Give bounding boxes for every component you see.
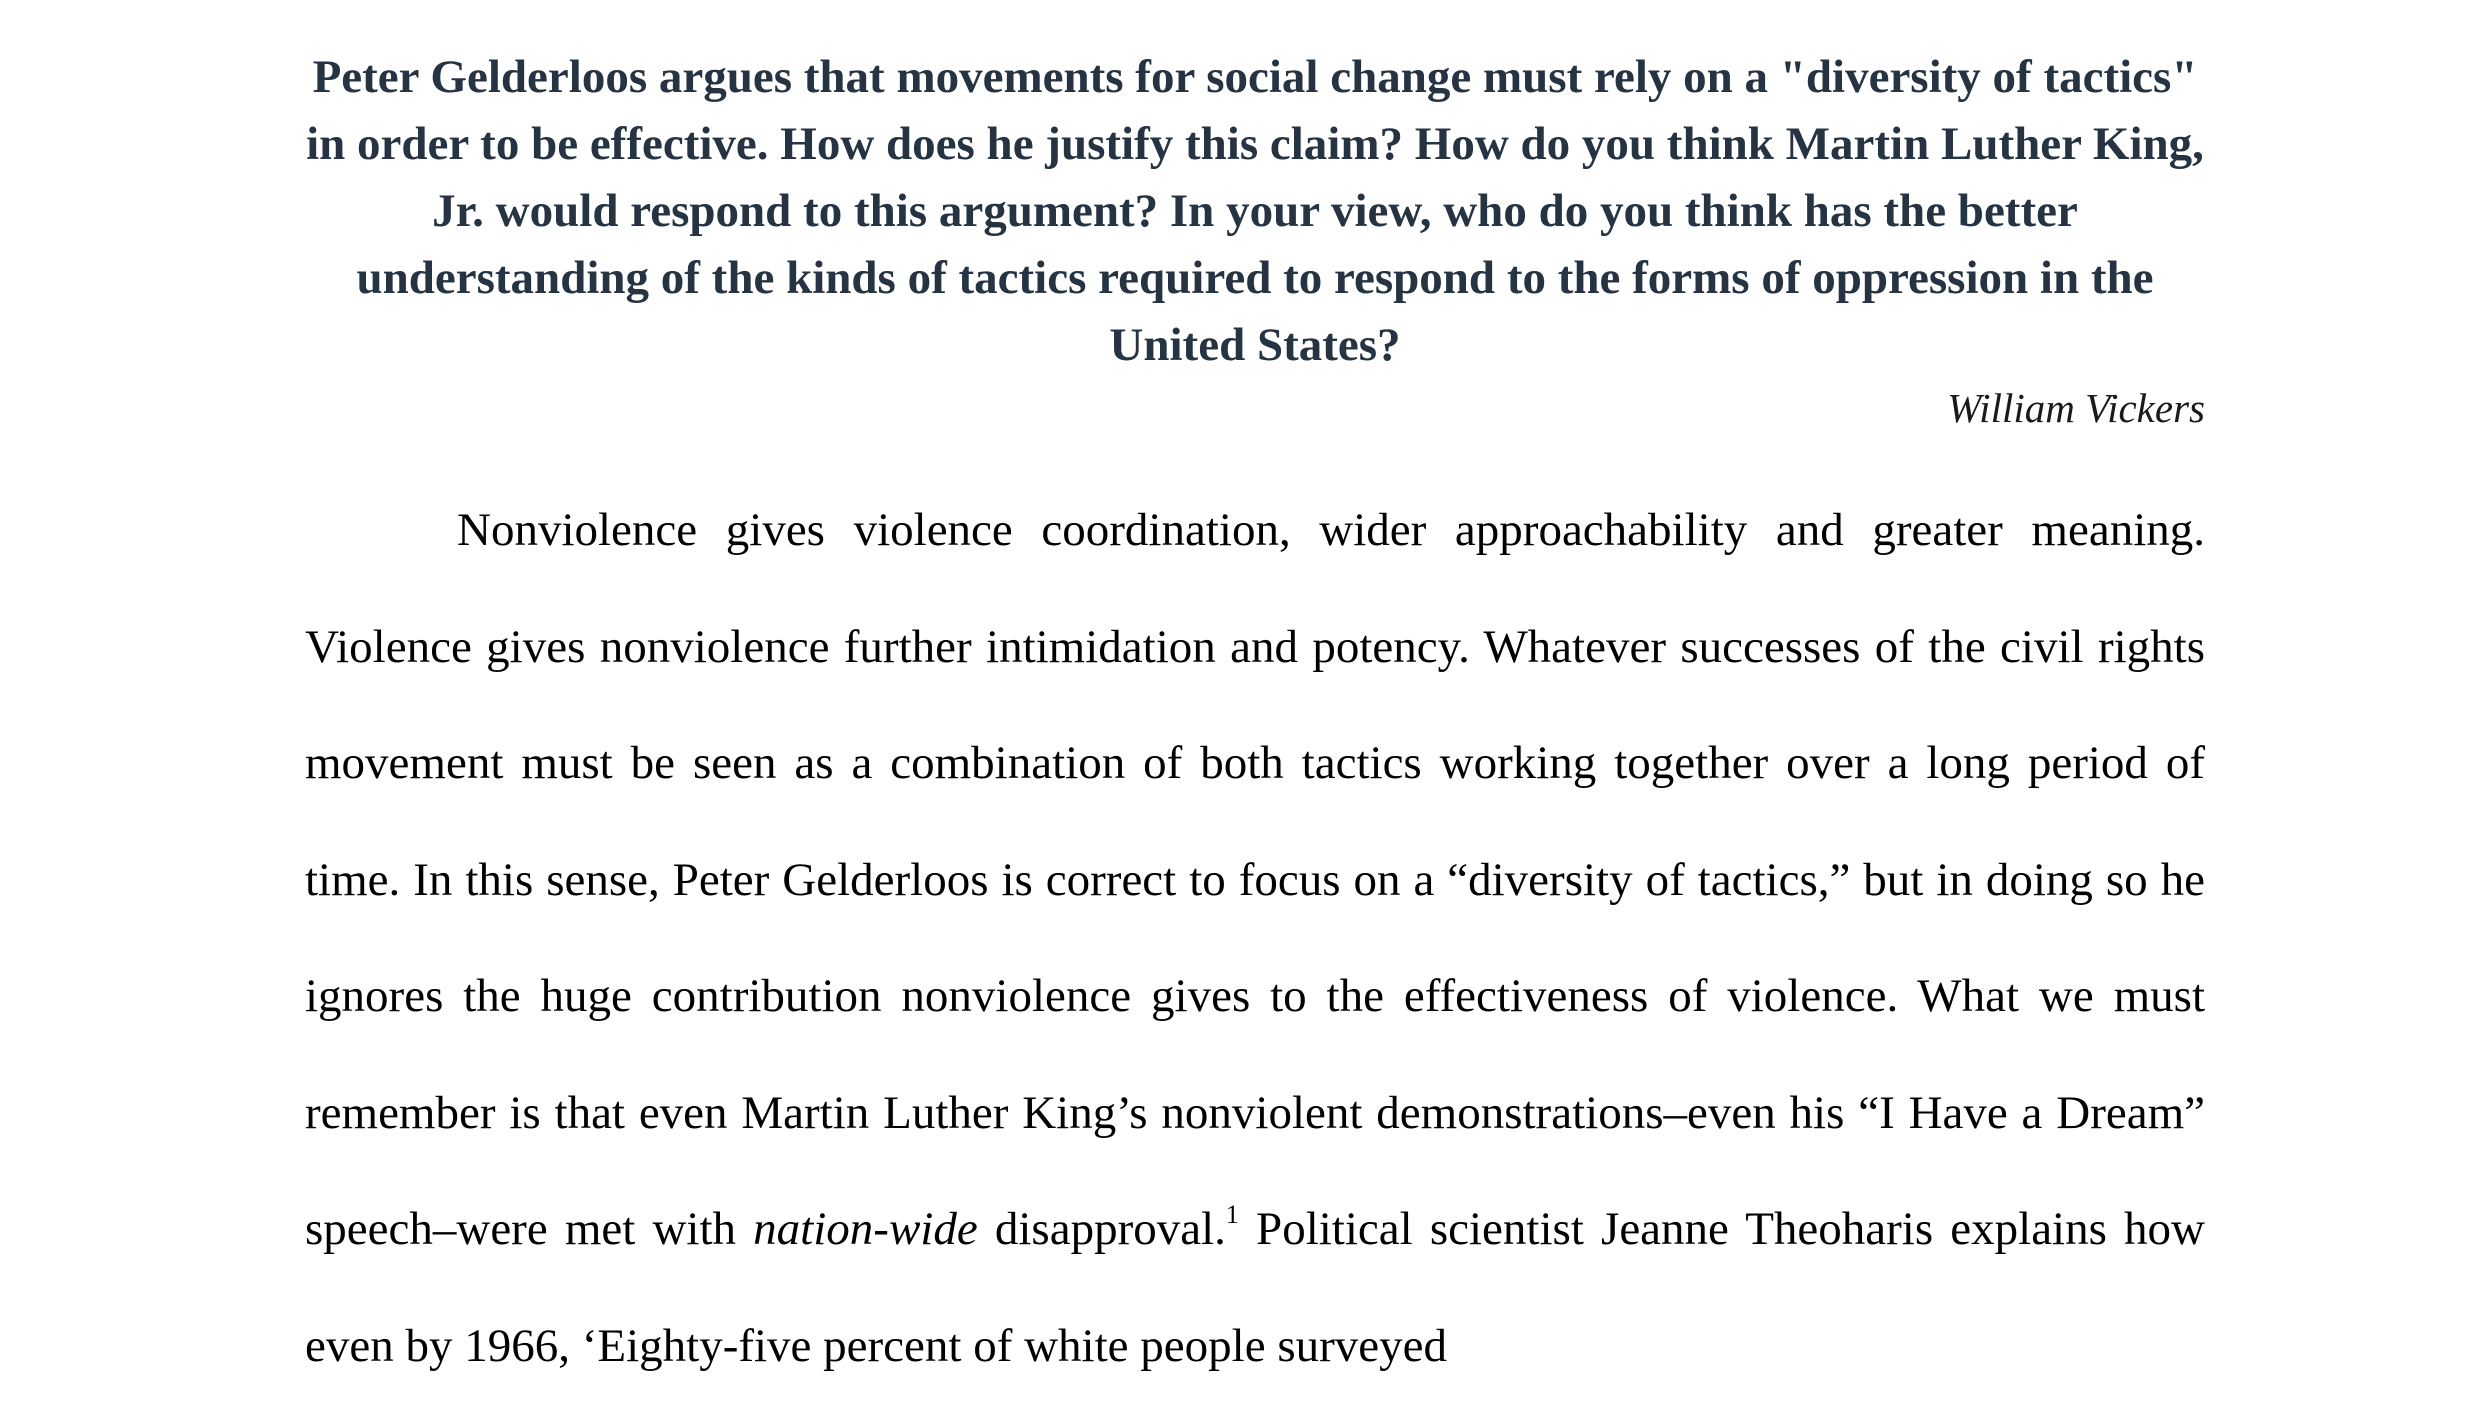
- footnote-reference[interactable]: 1: [1225, 1200, 1239, 1230]
- essay-body-paragraph: [305, 472, 2205, 1404]
- essay-question-heading: Peter Gelderloos argues that movements for social change must rely on a "diversity of tactics" in order to be effective. How does he justify this claim? How do you think Martin Luther King, Jr. would respond to this argument? In your view, who do you think has the better understanding of the kinds of tactics required to respond to the forms of oppression in the United States?: [306, 51, 2204, 371]
- body-text-part-3: Political scientist Jeanne Theoharis explains how even by 1966, ‘Eighty-five percent of white people surveyed: [305, 1203, 2205, 1372]
- body-text-part-1: Nonviolence gives violence coordination, wider approachability and greater meaning. Violence gives nonviolence further intimidation and potency. Whatever successes of the civil rights movement must be seen as a combination of both tactics working together over a long period of time. In this sense, Peter Gelderloos is correct to focus on a “diversity of tactics,” but in doing so he ignores the huge contribution nonviolence gives to the effectiveness of violence. What we must remember is that even Martin Luther King’s nonviolent demonstrations–even his “I Have a Dream” speech–were met with: [305, 504, 2205, 1255]
- emphasized-text: nation-wide: [753, 1203, 978, 1255]
- author-name: William Vickers: [1947, 385, 2205, 431]
- body-text-part-2: disapproval.: [977, 1203, 1226, 1255]
- document-page: [305, 0, 2205, 1397]
